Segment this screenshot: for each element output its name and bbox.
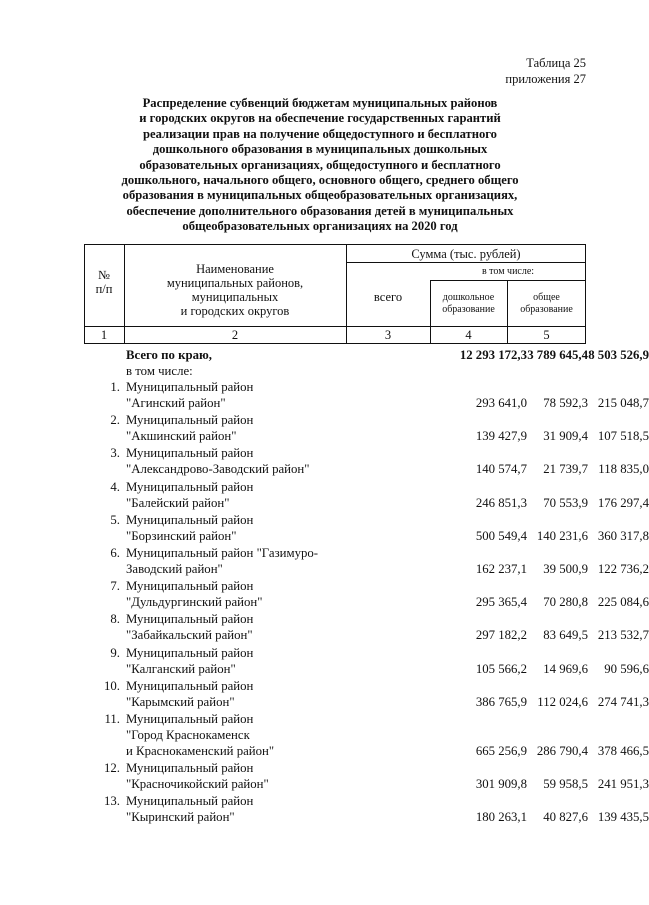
header-total: всего <box>373 290 403 304</box>
row-total: 665 256,9 <box>475 744 527 758</box>
row-number: 8. <box>110 612 120 627</box>
row-preschool: 70 280,8 <box>543 595 588 610</box>
row-total: 301 909,8 <box>475 777 527 792</box>
total-sum: 12 293 172,3 <box>459 348 527 362</box>
row-name-line: "Карымский район" <box>126 694 235 709</box>
table-number: Таблица 25 <box>526 56 586 70</box>
row-name-line: "Борзинский район" <box>126 528 237 543</box>
row-name-line: Муниципальный район <box>126 479 254 494</box>
header-general: общее образование <box>520 292 573 315</box>
row-name-line: "Город Краснокаменск <box>126 728 250 742</box>
row-name-line: "Калганский район" <box>126 661 236 676</box>
row-total: 180 263,1 <box>475 810 527 825</box>
row-preschool: 39 500,9 <box>543 562 588 576</box>
header-preschool: дошкольное образование <box>442 292 495 315</box>
header-num: № п/п <box>95 268 113 296</box>
row-preschool: 112 024,6 <box>537 694 588 709</box>
row-preschool: 70 553,9 <box>543 495 588 510</box>
row-general: 139 435,5 <box>597 810 649 825</box>
header-sum: Сумма (тыс. рублей) <box>411 247 521 261</box>
row-name-line: "Кыринский район" <box>126 810 235 825</box>
row-total: 246 851,3 <box>475 495 527 510</box>
row-general: 107 518,5 <box>597 429 649 444</box>
title-line: обеспечение дополнительного образования детей в муниципальных <box>126 203 514 218</box>
row-total: 386 765,9 <box>475 694 527 709</box>
appendix-number: приложения 27 <box>505 72 586 86</box>
title-line: образования в муниципальных общеобразовательных организациях, <box>122 188 518 203</box>
row-total: 293 641,0 <box>475 396 527 410</box>
title-line: общеобразовательных организациях на 2020 год <box>182 219 458 234</box>
row-general: 274 741,3 <box>597 694 649 709</box>
row-name-line: Муниципальный район "Газимуро- <box>126 546 319 560</box>
row-name-line: "Александрово-Заводский район" <box>126 462 310 477</box>
header-name: Наименование муниципальных районов, муниципальных и городских округов <box>166 262 304 318</box>
row-preschool: 31 909,4 <box>543 429 588 444</box>
row-name-line: Муниципальный район <box>126 612 254 627</box>
row-preschool: 286 790,4 <box>536 744 588 758</box>
row-number: 4. <box>110 479 120 494</box>
row-number: 9. <box>110 645 120 660</box>
row-preschool: 78 592,3 <box>543 396 588 410</box>
row-name-line: "Балейский район" <box>126 495 230 510</box>
row-general: 90 596,6 <box>604 661 649 676</box>
row-total: 105 566,2 <box>475 661 527 676</box>
row-name-line: "Агинский район" <box>126 396 226 410</box>
row-name-line: Муниципальный район <box>126 678 254 693</box>
title-line: и городских округов на обеспечение государственных гарантий <box>139 111 501 126</box>
row-preschool: 140 231,6 <box>536 528 588 543</box>
title-line: дошкольного образования в муниципальных дошкольных <box>152 142 488 157</box>
title-line: реализации прав на получение общедоступного и бесплатного <box>143 126 497 141</box>
row-number: 10. <box>104 678 120 693</box>
row-preschool: 59 958,5 <box>543 777 588 792</box>
row-preschool: 21 739,7 <box>543 462 588 477</box>
title-line: дошкольного, начального общего, основного общего, среднего общего <box>121 173 519 188</box>
row-total: 297 182,2 <box>475 628 527 643</box>
row-name-line: и Краснокаменский район" <box>126 744 275 758</box>
row-name-line: Муниципальный район <box>126 579 254 594</box>
row-name-line: Заводский район" <box>126 562 223 576</box>
row-name-line: Муниципальный район <box>126 446 254 461</box>
col-num-1: 1 <box>100 328 108 342</box>
row-general: 118 835,0 <box>598 462 649 477</box>
total-preschool: 3 789 645,4 <box>527 348 588 362</box>
row-name-line: Муниципальный район <box>126 413 254 428</box>
row-name-line: Муниципальный район <box>126 761 254 776</box>
header-including: в том числе: <box>481 266 535 277</box>
row-number: 7. <box>110 579 120 594</box>
row-total: 140 574,7 <box>475 462 527 477</box>
divider <box>430 280 586 281</box>
row-general: 241 951,3 <box>597 777 649 792</box>
row-preschool: 83 649,5 <box>543 628 588 643</box>
title-line: Распределение субвенций бюджетам муниципальных районов <box>142 96 498 110</box>
row-general: 225 084,6 <box>597 595 649 610</box>
title-line: образовательных организациях, общедоступного и бесплатного <box>139 157 501 172</box>
row-number: 5. <box>110 512 120 527</box>
divider <box>346 262 586 263</box>
row-number: 13. <box>104 794 120 809</box>
row-name-line: Муниципальный район <box>126 380 254 394</box>
row-name-line: "Забайкальский район" <box>126 628 253 643</box>
row-preschool: 14 969,6 <box>543 661 588 676</box>
row-total: 500 549,4 <box>475 528 527 543</box>
row-number: 12. <box>104 761 120 776</box>
row-name-line: "Дульдургинский район" <box>126 595 263 610</box>
row-name-line: Муниципальный район <box>126 512 254 527</box>
row-number: 11. <box>104 712 120 726</box>
col-num-2: 2 <box>231 328 239 342</box>
row-preschool: 40 827,6 <box>543 810 588 825</box>
row-general: 378 466,5 <box>597 744 649 758</box>
document-title <box>100 96 540 235</box>
row-name-line: Муниципальный район <box>126 645 254 660</box>
row-total: 162 237,1 <box>475 562 527 576</box>
col-num-5: 5 <box>543 328 550 342</box>
row-name-line: Муниципальный район <box>126 712 254 726</box>
row-number: 3. <box>110 446 120 461</box>
row-general: 215 048,7 <box>597 396 649 410</box>
row-name-line: Муниципальный район <box>126 794 254 809</box>
col-num-3: 3 <box>384 328 392 342</box>
row-name-line: "Акшинский район" <box>126 429 237 444</box>
row-general: 122 736,2 <box>597 562 649 576</box>
col-num-4: 4 <box>465 328 472 342</box>
total-label: Всего по краю, <box>126 348 212 362</box>
row-number: 2. <box>110 413 120 428</box>
row-total: 139 427,9 <box>475 429 527 444</box>
row-general: 360 317,8 <box>597 528 649 543</box>
row-total: 295 365,4 <box>475 595 527 610</box>
row-general: 213 532,7 <box>597 628 649 643</box>
row-general: 176 297,4 <box>597 495 649 510</box>
divider <box>84 326 586 327</box>
total-sublabel: в том числе: <box>126 364 193 378</box>
row-number: 1. <box>110 380 120 394</box>
total-general: 8 503 526,9 <box>588 348 649 362</box>
row-number: 6. <box>110 546 120 560</box>
row-name-line: "Красночикойский район" <box>126 777 269 792</box>
